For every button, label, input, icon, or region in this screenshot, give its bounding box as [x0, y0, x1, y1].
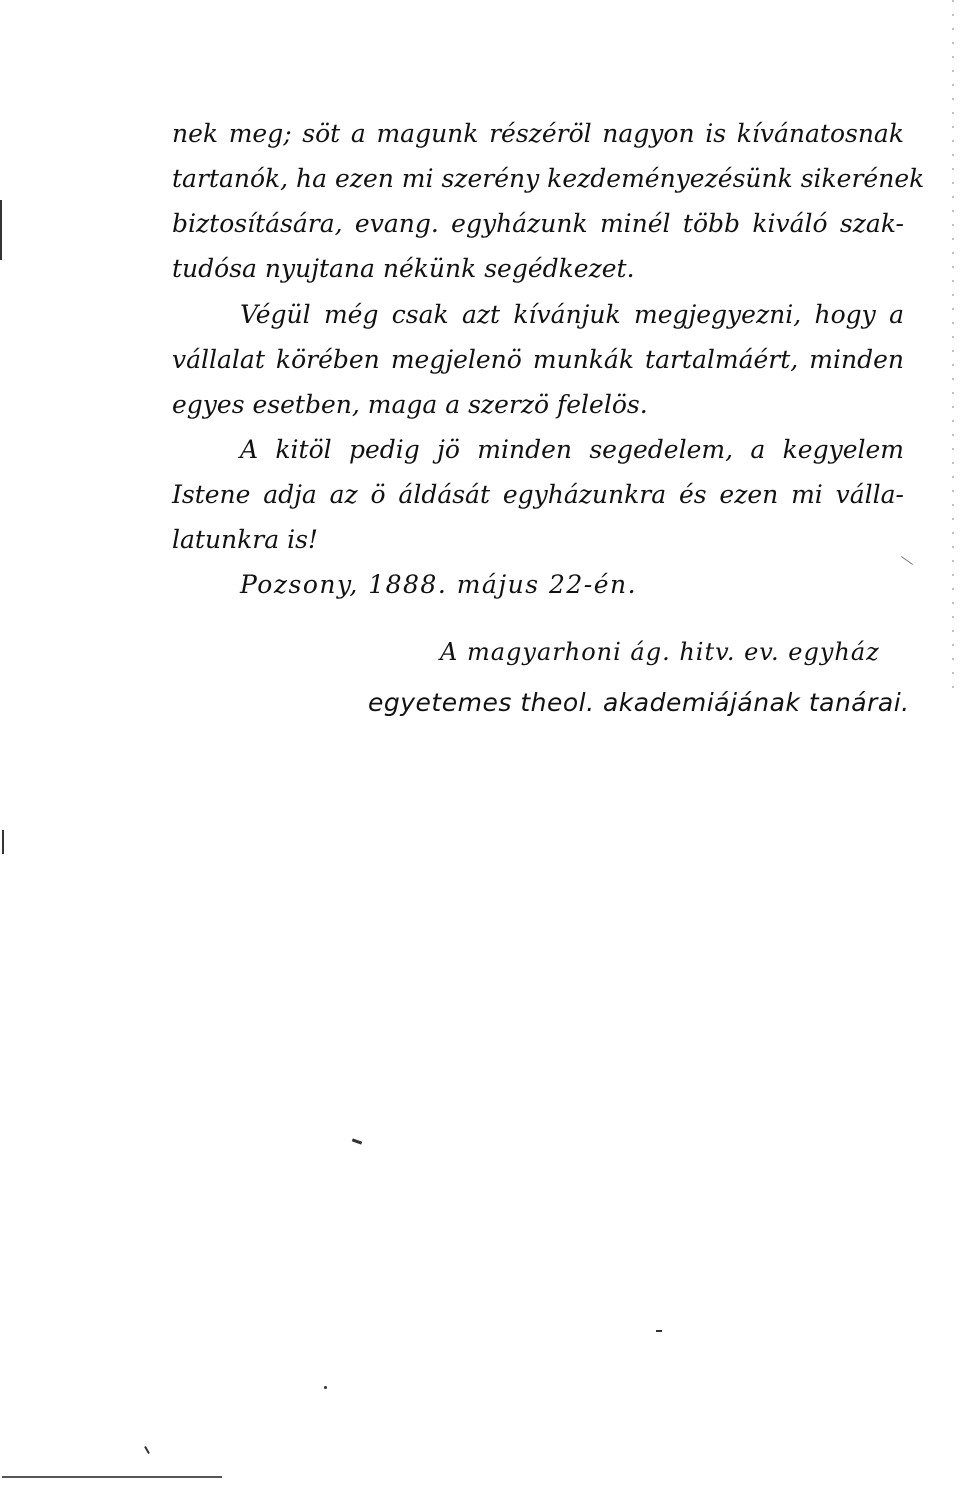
paragraph-1-line-4: tudósa nyujtana nékünk segédkezet.	[172, 254, 635, 283]
paragraph-1-line-1: nek meg; söt a magunk részéröl nagyon is kívánatosnak	[172, 119, 904, 148]
paragraph-3-line-1: A kitöl pedig jö minden segedelem, a kegyelem	[240, 435, 904, 464]
scan-speck-3	[324, 1386, 327, 1389]
scan-edge-dots	[952, 0, 954, 700]
scan-speck-4	[144, 1446, 150, 1454]
scan-left-edge-mark-2	[2, 830, 4, 854]
scan-speck-2	[656, 1330, 662, 1332]
scan-speck	[352, 1138, 362, 1144]
paragraph-2-line-3: egyes esetben, maga a szerzö felelös.	[172, 390, 648, 419]
paragraph-3-line-2: Istene adja az ö áldását egyházunkra és ezen mi válla-	[172, 480, 904, 509]
paragraph-1-line-3: biztosítására, evang. egyházunk minél több kiváló szak-	[172, 209, 904, 238]
signature-line-2: egyetemes theol. akademiájának tanárai.	[368, 688, 910, 717]
paragraph-2-line-1: Végül még csak azt kívánjuk megjegyezni, hogy a	[240, 300, 904, 329]
scan-left-edge-mark	[0, 200, 2, 260]
scan-bottom-line	[2, 1476, 222, 1478]
paragraph-2-line-2: vállalat körében megjelenö munkák tartalmáért, minden	[172, 345, 904, 374]
signature-line-1: A magyarhoni ág. hitv. ev. egyház	[440, 638, 880, 666]
paragraph-3-line-3: latunkra is!	[172, 525, 318, 554]
place-date: Pozsony, 1888. május 22-én.	[240, 570, 638, 599]
paragraph-1-line-2: tartanók, ha ezen mi szerény kezdeményezésünk sikerének	[172, 164, 925, 193]
